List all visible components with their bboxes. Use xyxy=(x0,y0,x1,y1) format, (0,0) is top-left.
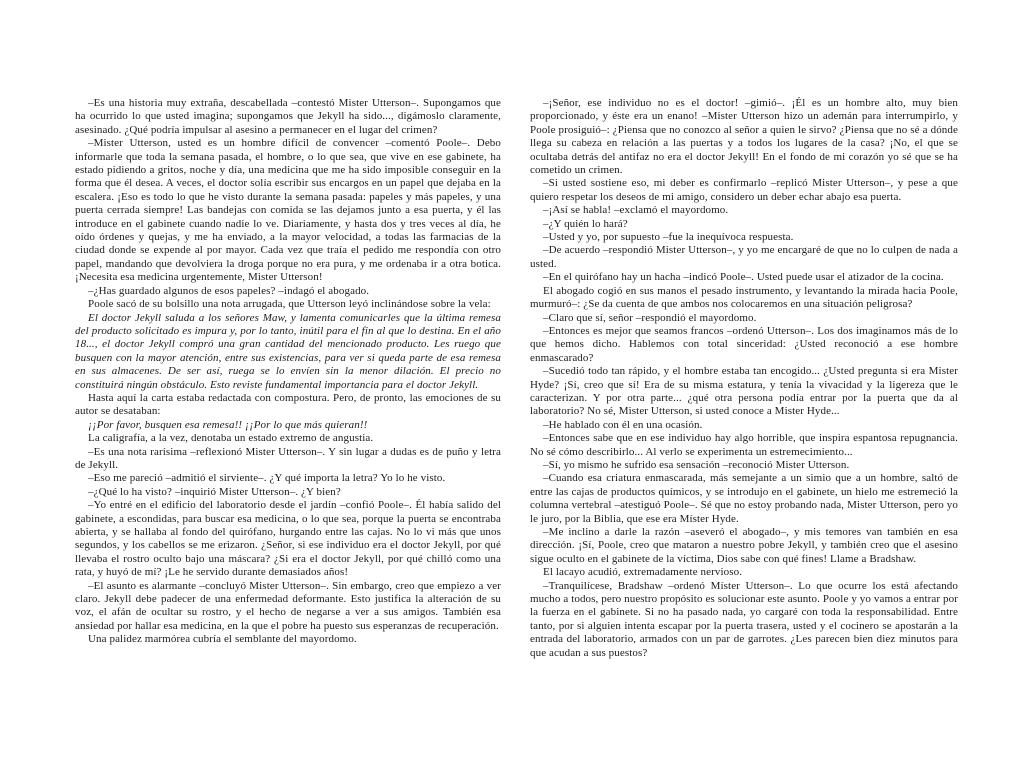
paragraph: La caligrafía, a la vez, denotaba un estado extremo de angustia. xyxy=(88,432,374,445)
paragraph: El abogado cogió en sus manos el pesado instrumento, y levantando la mirada hacia Poole, murmuró–: ¿Se da cuenta de que ambos nos colocaremos en una situación peligrosa? xyxy=(530,284,958,311)
paragraph: –He hablado con él en una ocasión. xyxy=(543,418,703,431)
paragraph: –Cuando esa criatura enmascarada, más semejante a un simio que a un hombre, saltó de entre las cajas de productos químicos, y se introdujo en el gabinete, un hielo me estremeció la columna vertebral –atestiguó Poole–. Sé que no estoy probando nada, Mister Utterson, pero yo le juro, por la Biblia, que ese era Míster Hyde. xyxy=(530,472,958,525)
paragraph: –¡Así se habla! –exclamó el mayordomo. xyxy=(543,204,729,217)
paragraph: –En el quirófano hay un hacha –indicó Poole–. Usted puede usar el atizador de la cocina. xyxy=(543,271,944,284)
paragraph: Una palidez marmórea cubría el semblante del mayordomo. xyxy=(88,633,357,646)
paragraph: Poole sacó de su bolsillo una nota arrugada, que Utterson leyó inclinándose sobre la vela: xyxy=(88,298,491,311)
paragraph: El lacayo acudió, extremadamente nervioso. xyxy=(543,566,743,579)
paragraph: –Me inclino a darle la razón –aseveró el abogado–, y mis temores van también en esa dirección. ¡Sí, Poole, creo que mataron a nuestro pobre Jekyll, y también creo que el asesino sigue oculto en el gabinete de la víctima, Dios sabe con qué fines! Llame a Bradshaw. xyxy=(530,526,958,565)
paragraph: –Eso me pareció –admitió el sirviente–. ¿Y qué importa la letra? Yo lo he visto. xyxy=(88,472,446,485)
paragraph: –Tranquilícese, Bradshaw –ordenó Míster Utterson–. Lo que ocurre los está afectando mucho a todos, pero nuestro propósito es solucionar este asunto. Poole y yo vamos a entrar por la fuerza en el gabinete. Si no ha pasado nada, yo cargaré con toda la responsabilidad. Entre tanto, por si alguien intenta escapar por la puerta trasera, usted y el cocinero se apostarán a la entrada del laboratorio, armados con un par de garrotes. ¿Les parecen bien diez minutos para que acudan a sus puestos? xyxy=(530,579,958,659)
paragraph: –¿Y quién lo hará? xyxy=(543,217,628,230)
paragraph: –Entonces sabe que en ese individuo hay algo horrible, que inspira espantosa repugnancia. No sé cómo describirlo... Al verlo se experimenta un estremecimiento... xyxy=(530,432,958,458)
text-column-right xyxy=(530,97,958,660)
paragraph: –Entonces es mejor que seamos francos –ordenó Utterson–. Los dos imaginamos más de lo que hemos dicho. Hablemos con total sinceridad: ¿Usted reconoció a ese hombre enmascarado? xyxy=(530,324,958,364)
paragraph: –¿Qué lo ha visto? –inquirió Mister Utterson–. ¿Y bien? xyxy=(88,485,341,498)
paragraph: –Usted y yo, por supuesto –fue la inequívoca respuesta. xyxy=(543,231,794,244)
paragraph: –Sucedió todo tan rápido, y el hombre estaba tan encogido... ¿Usted pregunta si era Mister Hyde? ¡Sí, creo que sí! Era de su misma estatura, y tenía la vivacidad y la ligereza que le caracterizan. Y por otra parte... ¿qué otra persona podía entrar por la puerta que da al laboratorio? No sé, Mister Utterson, si usted conoce a Mister Hyde... xyxy=(530,365,958,418)
text-column-left xyxy=(75,97,501,647)
paragraph: El doctor Jekyll saluda a los señores Maw, y lamenta comunicarles que la última remesa del producto solicitado es impura y, por lo tanto, inútil para el fin al que lo destina. En el año 18..., el doctor Jekyll compró una gran cantidad del mencionado producto. Les ruego que busquen con la mayor atención, entre sus existencias, para ver si queda parte de esa remesa en sus almacenes. De ser así, ruega se lo envíen sin la menor dilación. El precio no constituirá ningún obstáculo. Esto reviste fundamental importancia para el doctor Jekyll. xyxy=(75,311,501,391)
paragraph: –¿Has guardado algunos de esos papeles? –indagó el abogado. xyxy=(88,284,370,297)
paragraph: –Es una historia muy extraña, descabellada –contestó Mister Utterson–. Supongamos que ha ocurrido lo que usted imagina; supongamos que Jekyll ha sido..., digámoslo claramente, asesinado. ¿Qué podría impulsar al asesino a permanecer en el lugar del crimen? xyxy=(75,97,501,136)
paragraph: –Claro que sí, señor –respondió el mayordomo. xyxy=(543,311,757,324)
paragraph: Hasta aquí la carta estaba redactada con compostura. Pero, de pronto, las emociones de su autor se desataban: xyxy=(75,391,501,418)
paragraph: –Sí, yo mismo he sufrido esa sensación –reconoció Mister Utterson. xyxy=(543,458,850,471)
paragraph: –Mister Utterson, usted es un hombre difícil de convencer –comentó Poole–. Debo informarle que toda la semana pasada, el hombre, o lo que sea, que vive en ese gabinete, ha estado pidiendo a gritos, noche y día, una medicina que me ha sido imposible conseguir en la forma que él desea. A veces, el doctor solía escribir sus encargos en un papel que dejaba en la escalera. ¡Eso es todo lo que he visto durante la semana pasada: papeles y más papeles, y una puerta cerrada siempre! Las bandejas con comida se las dejamos junto a esa puerta, y él las introduce en el gabinete cuando nadie lo ve. Diariamente, y hasta dos y tres veces al día, he oído órdenes y quejas, y me ha enviado, a la mayor velocidad, a todas las farmacias de la ciudad donde se expende al por mayor. Cada vez que traía el pedido me respondía con otro papel, mandando que devolviera la droga porque no era pura, y me ordenaba ir a otra botica. ¡Necesita esa medicina urgentemente, Mister Utterson! xyxy=(75,137,501,284)
paragraph: –¡Señor, ese individuo no es el doctor! –gimió–. ¡Él es un hombre alto, muy bien proporcionado, y éste era un enano! –Mister Utterson hizo un ademán para interrumpirlo, y Poole prosiguió–: ¿Piensa que no conozco al señor a quien le sirvo? ¿Piensa que no sé a dónde llega su cabeza en relación a las puertas y a todos los lugares de la casa? ¡No, el que se ocultaba detrás del antifaz no era el doctor Jekyll! En el fondo de mi corazón yo sé que se ha cometido un crimen. xyxy=(530,97,958,177)
paragraph: –Es una nota rarísima –reflexionó Mister Utterson–. Y sin lugar a dudas es de puño y letra de Jekyll. xyxy=(75,445,501,471)
paragraph: ¡¡Por favor, busquen esa remesa!! ¡¡Por lo que más quieran!! xyxy=(88,418,368,431)
paragraph: –Si usted sostiene eso, mi deber es confirmarlo –replicó Mister Utterson–, y pese a que quiero respetar los deseos de mi amigo, considero un deber echar abajo esa puerta. xyxy=(530,177,958,203)
paragraph: –El asunto es alarmante –concluyó Mister Utterson–. Sin embargo, creo que empiezo a ver claro. Jekyll debe padecer de una enfermedad deformante. Esto justifica la alteración de su voz, el afán de ocultar su rostro, y el hecho de negarse a ver a sus amigos. También esa ansiedad por hallar esa medicina, en la que el pobre ha puesto sus esperanzas de recuperación. xyxy=(75,579,501,632)
paragraph: –Yo entré en el edificio del laboratorio desde el jardín –confió Poole–. Él había salido del gabinete, a escondidas, para buscar esa medicina, o lo que sea, porque la puerta se encontraba abierta, y se hallaba al fondo del quirófano, hurgando entre las cajas. No lo vi más que unos segundos, y los cabellos se me erizaron. ¿Señor, si ese individuo era el doctor Jekyll, por qué llevaba el rostro oculto bajo una máscara? ¿Si era el doctor Jekyll, por qué chilló como una rata, y huyó de mí? ¡Le he servido durante demasiados años! xyxy=(75,499,501,579)
paragraph: –De acuerdo –respondió Mister Utterson–, y yo me encargaré de que no lo culpen de nada a usted. xyxy=(530,244,958,270)
